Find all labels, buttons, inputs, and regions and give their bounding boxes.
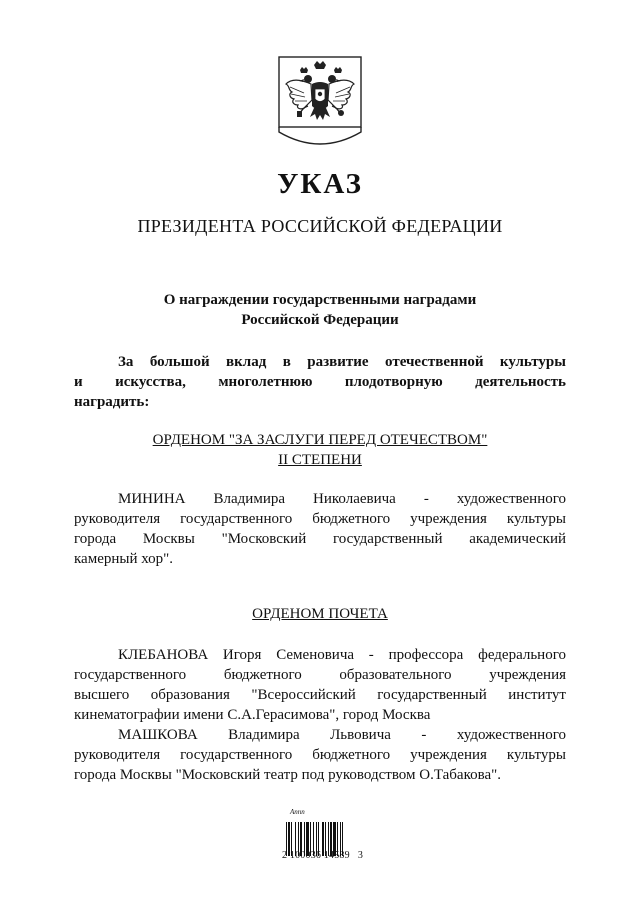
recipient-line: руководителя государственного бюджетного учреждения культуры — [74, 747, 566, 763]
recipient-line: МАШКОВА Владимира Львовича - художественного — [118, 727, 566, 743]
recipient-entry — [74, 645, 566, 725]
award-title-line: ОРДЕНОМ "ЗА ЗАСЛУГИ ПЕРЕД ОТЕЧЕСТВОМ" — [152, 432, 488, 448]
decree-subtitle: ПРЕЗИДЕНТА РОССИЙСКОЙ ФЕДЕРАЦИИ — [137, 216, 503, 236]
decree-title: УКАЗ — [277, 168, 363, 200]
recipient-entry — [74, 725, 566, 785]
recipient-line: камерный хор". — [74, 551, 174, 567]
recipient-line: руководителя государственного бюджетного учреждения культуры — [74, 511, 566, 527]
intro-line: За большой вклад в развитие отечественной культуры — [118, 354, 566, 370]
coat-of-arms-icon — [278, 56, 362, 154]
recipient-line: КЛЕБАНОВА Игоря Семеновича - профессора федерального — [118, 647, 566, 663]
heading-line: Российской Федерации — [241, 312, 399, 328]
award-title-line: II СТЕПЕНИ — [278, 452, 362, 468]
recipient-line: города Москвы "Московский государственный академический — [74, 531, 566, 547]
decree-heading — [0, 290, 640, 330]
barcode-mark: Аппп — [290, 808, 305, 816]
decree-intro — [74, 352, 566, 412]
recipient-line: МИНИНА Владимира Николаевича - художественного — [118, 491, 566, 507]
recipient-entry — [74, 489, 566, 569]
intro-line: и искусства, многолетнюю плодотворную деятельность — [74, 374, 566, 390]
award-title-line: ОРДЕНОМ ПОЧЕТА — [252, 606, 388, 622]
recipient-line: кинематографии имени С.А.Герасимова", город Москва — [74, 707, 431, 723]
heading-line: О награждении государственными наградами — [163, 292, 477, 308]
award-order-of-honour — [0, 604, 640, 624]
recipient-line: высшего образования "Всероссийский государственный институт — [74, 687, 566, 703]
recipient-line: государственного бюджетного образовательного учреждения — [74, 667, 566, 683]
recipient-line: города Москвы "Московский театр под руководством О.Табакова". — [74, 767, 502, 783]
barcode-number: 2 100036 14589 3 — [282, 850, 364, 861]
intro-line: наградить: — [74, 394, 150, 410]
award-order-merit-fatherland — [0, 430, 640, 470]
